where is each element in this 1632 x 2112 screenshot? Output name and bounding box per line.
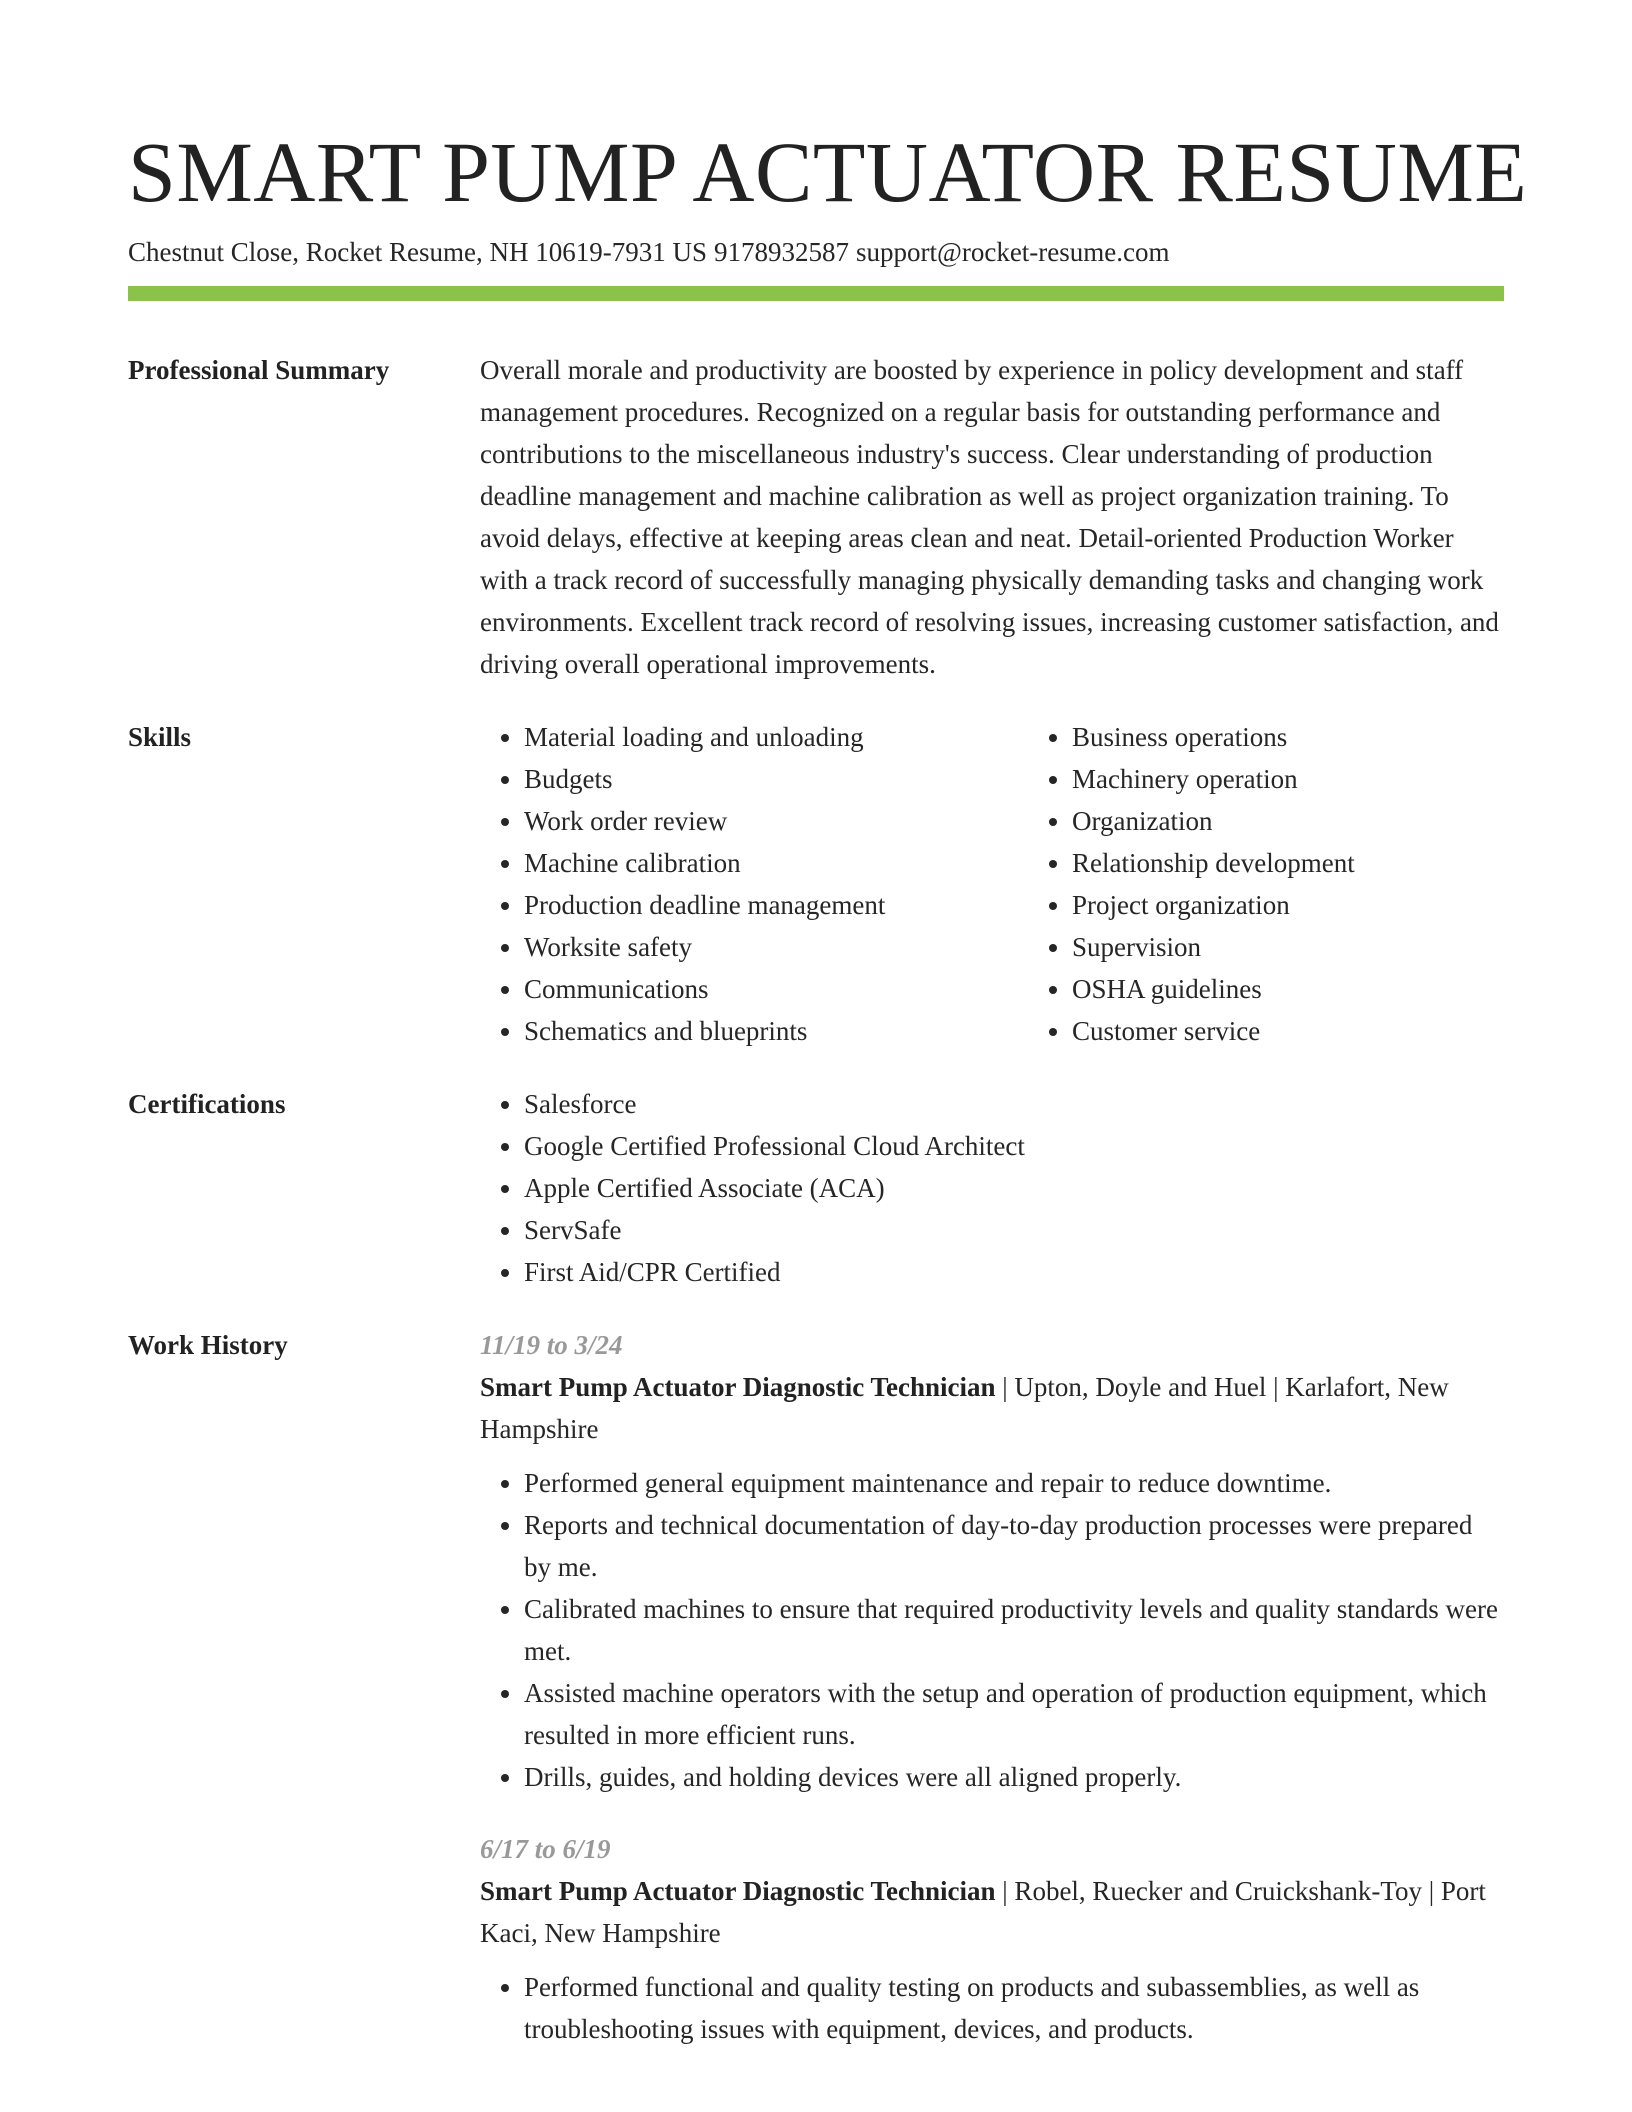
certification-item: • Apple Certified Associate (ACA)	[524, 1167, 1504, 1209]
skill-item: • Material loading and unloading	[524, 716, 1028, 758]
job-bullet: • Reports and technical documentation of day-to-day production processes were prepared by me.	[524, 1504, 1504, 1588]
job-bullet: • Performed functional and quality testing on products and subassemblies, as well as troubleshooting issues with equipment, devices, and products.	[524, 1966, 1504, 2050]
skill-item: • Business operations	[1072, 716, 1576, 758]
phone: 9178932587	[713, 237, 849, 267]
job-entry	[480, 1828, 1504, 2050]
resume-page	[128, 122, 1528, 2050]
job-entry	[480, 1324, 1504, 1798]
skill-item: • Project organization	[1072, 884, 1576, 926]
skill-item: • Machinery operation	[1072, 758, 1576, 800]
job-title: Smart Pump Actuator Diagnostic Technician	[480, 1372, 996, 1402]
email: support@rocket-resume.com	[855, 237, 1170, 267]
skills-list-left	[480, 716, 1028, 1052]
summary-label: Professional Summary	[128, 355, 390, 385]
skill-item: • Budgets	[524, 758, 1028, 800]
certification-item: • Google Certified Professional Cloud Architect	[524, 1125, 1504, 1167]
skills-list-right	[1028, 716, 1576, 1052]
job-bullet: • Assisted machine operators with the setup and operation of production equipment, which resulted in more efficient runs.	[524, 1672, 1504, 1756]
header-divider	[128, 286, 1504, 301]
job-bullet: • Drills, guides, and holding devices were all aligned properly.	[524, 1756, 1504, 1798]
job-bullets	[480, 1966, 1504, 2050]
job-bullets	[480, 1462, 1504, 1798]
skills-label: Skills	[128, 722, 192, 752]
skills-section	[128, 716, 1504, 1052]
skill-item: • Communications	[524, 968, 1028, 1010]
job-bullet: • Performed general equipment maintenance and repair to reduce downtime.	[524, 1462, 1504, 1504]
skill-item: • Production deadline management	[524, 884, 1028, 926]
certifications-label: Certifications	[128, 1089, 286, 1119]
skill-item: • Work order review	[524, 800, 1028, 842]
summary-section	[128, 349, 1504, 685]
address: Chestnut Close, Rocket Resume, NH 10619-7931 US	[128, 237, 707, 267]
job-title: Smart Pump Actuator Diagnostic Technician	[480, 1876, 996, 1906]
skill-item: • Worksite safety	[524, 926, 1028, 968]
job-heading	[480, 1366, 1504, 1450]
certifications-list	[480, 1083, 1504, 1293]
resume-title: SMART PUMP ACTUATOR RESUME	[128, 124, 1528, 220]
skill-item: • Supervision	[1072, 926, 1576, 968]
skill-item: • Machine calibration	[524, 842, 1028, 884]
job-dates: 6/17 to 6/19	[480, 1834, 611, 1864]
job-heading	[480, 1870, 1504, 1954]
certification-item: • ServSafe	[524, 1209, 1504, 1251]
skill-item: • Customer service	[1072, 1010, 1576, 1052]
certification-item: • Salesforce	[524, 1083, 1504, 1125]
certifications-section	[128, 1083, 1504, 1293]
job-bullet: • Calibrated machines to ensure that required productivity levels and quality standards were met.	[524, 1588, 1504, 1672]
contact-line	[128, 234, 1504, 270]
skill-item: • Organization	[1072, 800, 1576, 842]
job-dates: 11/19 to 3/24	[480, 1330, 623, 1360]
summary-text: Overall morale and productivity are boosted by experience in policy development and staff management procedures. Recognized on a regular basis for outstanding performance and contributions to the miscellaneous industry's success. Clear understanding of production deadline management and machine calibration as well as project organization training. To avoid delays, effective at keeping areas clean and neat. Detail-oriented Production Worker with a track record of successfully managing physically demanding tasks and changing work environments. Excellent track record of resolving issues, increasing customer satisfaction, and driving overall operational improvements.	[480, 355, 1499, 679]
work-history-label: Work History	[128, 1330, 288, 1360]
skill-item: • Schematics and blueprints	[524, 1010, 1028, 1052]
job-details: | Upton, Doyle and Huel | Karlafort, New Hampshire	[480, 1372, 1449, 1444]
certification-item: • First Aid/CPR Certified	[524, 1251, 1504, 1293]
job-details: | Robel, Ruecker and Cruickshank-Toy | Port Kaci, New Hampshire	[480, 1876, 1486, 1948]
skill-item: • OSHA guidelines	[1072, 968, 1576, 1010]
work-history-section	[128, 1324, 1504, 2050]
skill-item: • Relationship development	[1072, 842, 1576, 884]
